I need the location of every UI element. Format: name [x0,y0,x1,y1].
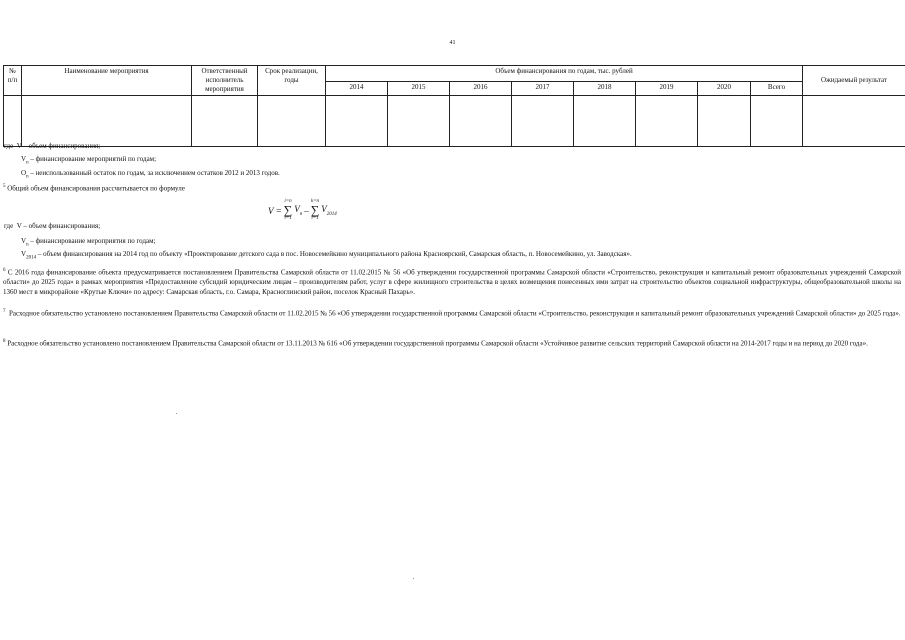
header-year: 2015 [388,82,450,96]
page-number: 41 [449,40,456,46]
footnote-5: $^5$ Общий объем финансирования рассчитывается по формуле [3,184,185,193]
definition-line: $O_n$ – неиспользованный остаток по годам, за исключением остатков 2012 и 2013 годов. [21,169,280,180]
footnote-8: $^8$ Расходное обязательство установлено постановлением Правительства Самарской области от 13.11.2013 № 616 «Об утверждении государственной программы Самарской области «Устойчивое развитие сельских территорий Самарской области на 2014-2017 годы и на период до 2020 года». [3,339,868,348]
header-year: 2017 [512,82,574,96]
header-year: 2018 [574,82,636,96]
definition-line: $V_n$ – финансирование мероприятий по годам; [21,155,157,166]
header-year: 2020 [698,82,751,96]
header-total: Всего [751,82,803,96]
financing-table [3,65,905,147]
header-number: № п/п [4,66,22,96]
definition-line: где V – объем финансирования; [4,222,101,230]
definition-line: $V_{2014}$ – объем финансирования на 2014 год по объекту «Проектирование детского сада в пос. Новосемейкино муниципального района Красноярский, Самарская область, п. Новосемейкино, ул. Заводская». [21,250,632,261]
header-responsible: Ответственный исполнитель мероприятия [192,66,258,96]
header-term: Срок реализации, годы [258,66,326,96]
table-row [4,96,905,147]
header-name: Наименование мероприятия [22,66,192,96]
header-amount: Объем финансирования по годам, тыс. рублей [326,66,803,82]
scan-artifact [413,578,414,579]
scan-artifact [176,413,177,414]
header-year: 2016 [450,82,512,96]
footnote-7: $^7$ Расходное обязательство установлено постановлением Правительства Самарской области от 11.02.2015 № 56 «Об утверждении государственной программы Самарской области «Строительство, реконструкция и капитальный ремонт образовательных учреждений Самарской области» до 2025 года». [3,309,901,318]
formula: V = i=n ∑ i=1 $V_n$ – k=n ∑ i=1 $V_{2014}$ [268,199,337,221]
sum-symbol: i=n ∑ i=1 [283,199,293,221]
definition-line: $V_n$ – финансирование мероприятия по годам; [21,237,156,248]
header-year: 2019 [636,82,698,96]
definition-line: где V – объем финансирования; [4,142,101,150]
footnote-6: $^6$ С 2016 года финансирование объекта предусматривается постановлением Правительства Самарской области от 11.02.2015 № 56 «Об утверждении государственной программы Самарской области «Строительство, реконструкция и капитальный ремонт образовательных учреждений Самарской области» до 2025 года» в рамках мероприятия «Предоставление субсидий юридическим лицам – производителям работ, услуг в сфере жилищного строительства в целях возмещения понесенных ими затрат на строительство объектов социальной инфраструктуры, общеобразовательной школы на 1360 мест в микрорайоне «Крутые Ключи» по адресу: Самарская область, г.о. Самара, Красноглинский район, поселок Красный Пахарь». [3,268,901,297]
header-result: Ожидаемый результат [803,66,905,96]
sum-symbol: k=n ∑ i=1 [310,199,320,221]
header-year: 2014 [326,82,388,96]
